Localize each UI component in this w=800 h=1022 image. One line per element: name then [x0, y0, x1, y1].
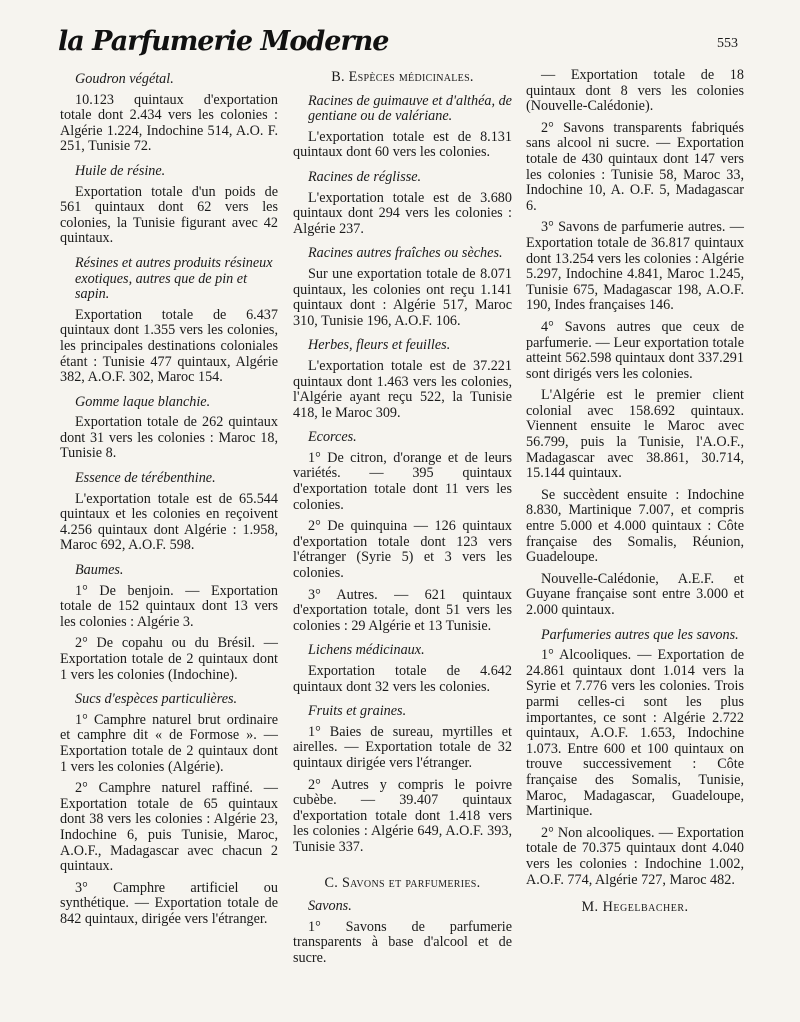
- paragraph: L'exportation totale est de 37.221 quintaux dont 1.463 vers les colonies, l'Algérie ayant reçu 522, la Tunisie 418, le Maroc 309.: [293, 357, 512, 421]
- paragraph: 2° Savons transparents fabriqués sans alcool ni sucre. — Exportation totale de 430 quintaux dont 147 vers les colonies : Tunisie 58, Maroc 33, Indochine 10, A. O.F. 5, Madagascar 6.: [526, 119, 744, 214]
- paragraph: 1° De citron, d'orange et de leurs variétés. — 395 quintaux d'exportation totale dont 11 vers les colonies.: [293, 449, 512, 513]
- heading-herbes: Herbes, fleurs et feuilles.: [308, 337, 451, 354]
- paragraph: — Exportation totale de 18 quintaux dont 8 vers les colonies (Nouvelle-Calédonie).: [526, 67, 744, 115]
- heading-parfumeries-autres: Parfumeries autres que les savons.: [541, 626, 739, 643]
- column-1: [60, 68, 278, 934]
- spacer: [293, 862, 512, 874]
- heading-ecorces: Ecorces.: [308, 429, 357, 446]
- paragraph: 10.123 quintaux d'exportation totale dont 2.434 vers les colonies : Algérie 1.224, Indochine 514, A.O. F. 251, Tunisie 72.: [60, 91, 278, 155]
- heading-reglisse: Racines de réglisse.: [308, 168, 422, 185]
- paragraph: 2° De quinquina — 126 quintaux d'exportation totale dont 123 vers l'étranger (Syrie 5) et 3 vers les colonies.: [293, 518, 512, 582]
- column-3: [526, 68, 744, 916]
- page-number: 553: [717, 36, 738, 51]
- heading-goudron: Goudron végétal.: [75, 71, 174, 87]
- paragraph: L'exportation totale est de 3.680 quintaux dont 294 vers les colonies : Algérie 237.: [293, 189, 512, 237]
- paragraph: 2° De copahu ou du Brésil. — Exportation totale de 2 quintaux dont 1 vers les colonies (Indochine).: [60, 635, 278, 683]
- heading-fruits: Fruits et graines.: [308, 703, 407, 720]
- paragraph: 3° Autres. — 621 quintaux d'exportation totale, dont 51 vers les colonies : 29 Algérie et 13 Tunisie.: [293, 586, 512, 634]
- paragraph: 3° Savons de parfumerie autres. — Exportation totale de 36.817 quintaux dont 13.254 vers les colonies : Algérie 5.297, Indochine 4.841, Maroc 1.245, Tunisie 675, Madagascar 198, A.O.F. 190, Indes françaises 146.: [526, 219, 744, 314]
- magazine-logo: la Parfumerie Moderne: [58, 26, 389, 57]
- heading-huile-resine: Huile de résine.: [75, 162, 166, 179]
- heading-racines-guimauve: Racines de guimauve et d'althéa, de gentiane ou de valériane.: [308, 92, 512, 125]
- paragraph: L'exportation totale est de 8.131 quintaux dont 60 vers les colonies.: [293, 128, 512, 161]
- heading-resines: Résines et autres produits résineux exotiques, autres que de pin et sapin.: [75, 254, 273, 303]
- heading-lichens: Lichens médicinaux.: [308, 642, 425, 659]
- paragraph: 1° Savons de parfumerie transparents à base d'alcool et de sucre.: [293, 918, 512, 966]
- paragraph: Sur une exportation totale de 8.071 quintaux, les colonies ont reçu 1.141 quintaux dont : Algérie 517, Maroc 310, Tunisie 196, A.O.F. 106.: [293, 265, 512, 329]
- paragraph: 3° Camphre artificiel ou synthétique. — Exportation totale de 842 quintaux, dirigée vers l'étranger.: [60, 879, 278, 927]
- paragraph: 2° Autres y compris le poivre cubèbe. — 39.407 quintaux d'exportation totale dont 1.418 vers les colonies : Algérie 649, A.O.F. 393, Tunisie 337.: [293, 776, 512, 855]
- paragraph: Exportation totale de 262 quintaux dont 31 vers les colonies : Maroc 18, Tunisie 8.: [60, 414, 278, 462]
- column-2: [293, 68, 512, 973]
- section-heading-b: B. Espèces médicinales.: [331, 69, 474, 85]
- paragraph: Se succèdent ensuite : Indochine 8.830, Martinique 7.007, et compris entre 5.000 et 4.000 quintaux : Côte française des Somalis, Réunion, Guadeloupe.: [526, 486, 744, 566]
- paragraph: Nouvelle-Calédonie, A.E.F. et Guyane française sont entre 3.000 et 2.000 quintaux.: [526, 570, 744, 618]
- author-signature: M. Hegelbacher.: [581, 899, 689, 916]
- paragraph: L'exportation totale est de 65.544 quintaux et les colonies en reçoivent 4.256 quintaux dont Algérie : 1.958, Maroc 692, A.O.F. 598.: [60, 490, 278, 554]
- paragraph: Exportation totale de 6.437 quintaux dont 1.355 vers les colonies, les principales destinations coloniales étant : Tunisie 477 quintaux, Algérie 382, A.O.F. 302, Maroc 154.: [60, 306, 278, 386]
- heading-savons: Savons.: [308, 898, 352, 915]
- paragraph: 2° Non alcooliques. — Exportation totale de 70.375 quintaux dont 4.040 vers les colonies : Indochine 1.002, A.O.F. 774, Algérie 727, Maroc 482.: [526, 824, 744, 888]
- paragraph: 1° De benjoin. — Exportation totale de 152 quintaux dont 13 vers les colonies : Algérie 3.: [60, 582, 278, 630]
- paragraph: 2° Camphre naturel raffiné. — Exportation totale de 65 quintaux dont 38 vers les colonies : Algérie 23, Indochine 6, puis Tunisie, Maroc, A.O.F., Madagascar avec chacun 2 quintaux.: [60, 780, 278, 875]
- paragraph: 1° Camphre naturel brut ordinaire et camphre dit « de Formose ». — Exportation totale de 2 quintaux dont 1 vers les colonies (Algérie).: [60, 711, 278, 775]
- heading-racines-autres: Racines autres fraîches ou sèches.: [308, 245, 503, 262]
- paragraph: Exportation totale de 4.642 quintaux dont 32 vers les colonies.: [293, 663, 512, 695]
- paragraph: 1° Baies de sureau, myrtilles et airelles. — Exportation totale de 32 quintaux dirigée vers l'étranger.: [293, 723, 512, 771]
- paragraph: Exportation totale d'un poids de 561 quintaux dont 62 vers les colonies, la Tunisie figurant avec 42 quintaux.: [60, 183, 278, 247]
- section-heading-c: C. Savons et parfumeries.: [324, 874, 481, 891]
- page-header: [58, 26, 748, 66]
- paragraph: L'Algérie est le premier client colonial avec 158.692 quintaux. Viennent ensuite le Maroc avec 56.799, puis la Tunisie, l'A.O.F., Madagascar avec 38.861, 30.714, 15.144 quintaux.: [526, 387, 744, 482]
- paragraph: 4° Savons autres que ceux de parfumerie. — Leur exportation totale atteint 562.598 quintaux dont 337.291 sont dirigés vers les colonies.: [526, 318, 744, 382]
- paragraph: 1° Alcooliques. — Exportation de 24.861 quintaux dont 1.014 vers la Syrie et 7.776 vers les colonies. Trois parmi celles-ci sont les plus importantes, ce sont : Algérie 2.722 quintaux, A.O.F. 1.653, Indochine 1.073. Entre 600 et 100 quintaux on trouve successivement : Côte française des Somalis, Tunisie, Maroc, Madagascar, Guadeloupe, Martinique.: [526, 647, 744, 820]
- heading-sucs: Sucs d'espèces particulières.: [75, 691, 238, 708]
- heading-baumes: Baumes.: [75, 562, 124, 579]
- heading-terebenthine: Essence de térébenthine.: [75, 470, 216, 487]
- heading-gomme-laque: Gomme laque blanchie.: [75, 393, 211, 410]
